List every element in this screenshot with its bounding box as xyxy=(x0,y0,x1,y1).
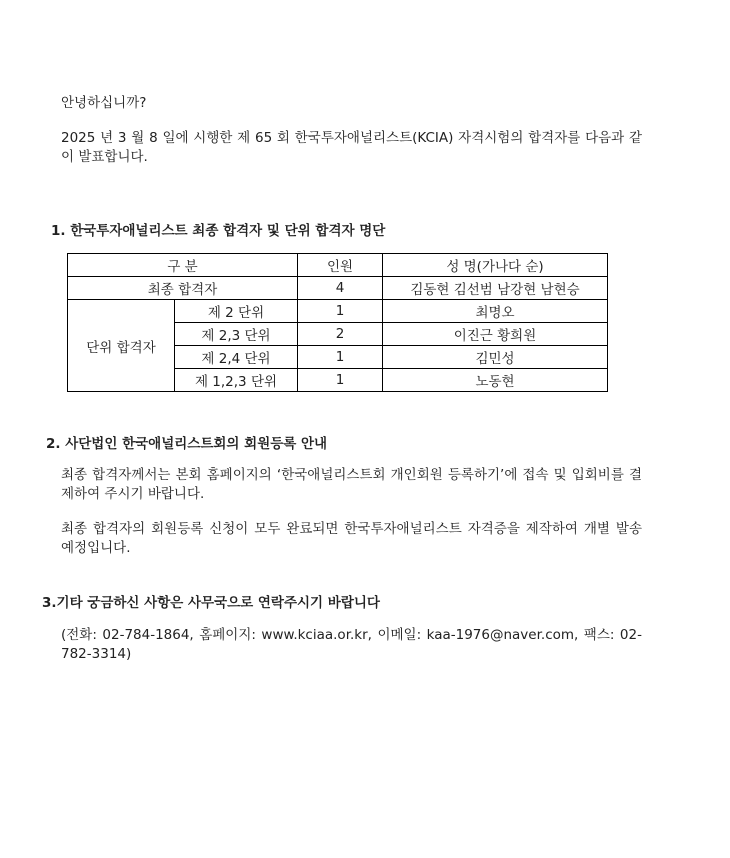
unit-names: 최명오 xyxy=(383,300,608,323)
unit-name: 제 1,2,3 단위 xyxy=(175,369,298,392)
section2-title: 2. 사단법인 한국애널리스트회의 회원등록 안내 xyxy=(46,436,328,452)
header-names: 성 명(가나다 순) xyxy=(383,254,608,277)
unit-count: 2 xyxy=(298,323,383,346)
section2-paragraph-1: 최종 합격자께서는 본회 홈페이지의 ‘한국애널리스트회 개인회원 등록하기’에 접속 및 입회비를 결제하여 주시기 바랍니다. xyxy=(61,467,642,502)
unit-count: 1 xyxy=(298,346,383,369)
final-category: 최종 합격자 xyxy=(68,277,298,300)
final-names: 김동현 김선범 남강현 남현승 xyxy=(383,277,608,300)
table-header-row xyxy=(68,254,608,277)
unit-names: 이진근 황희원 xyxy=(383,323,608,346)
passers-table xyxy=(67,253,608,392)
section3-title: 3.기타 궁금하신 사항은 사무국으로 연락주시기 바랍니다 xyxy=(42,595,380,611)
unit-count: 1 xyxy=(298,300,383,323)
header-category: 구 분 xyxy=(68,254,298,277)
unit-names: 노동현 xyxy=(383,369,608,392)
contact-info: (전화: 02-784-1864, 홈페이지: www.kciaa.or.kr, 이메일: kaa-1976@naver.com, 팩스: 02-782-3314) xyxy=(61,627,642,662)
unit-count: 1 xyxy=(298,369,383,392)
unit-name: 제 2,4 단위 xyxy=(175,346,298,369)
table-row-final xyxy=(68,277,608,300)
section2-paragraph-2: 최종 합격자의 회원등록 신청이 모두 완료되면 한국투자애널리스트 자격증을 제작하여 개별 발송 예정입니다. xyxy=(61,521,642,556)
table-row-unit xyxy=(68,300,608,323)
header-count: 인원 xyxy=(298,254,383,277)
intro-paragraph: 2025 년 3 월 8 일에 시행한 제 65 회 한국투자애널리스트(KCIA) 자격시험의 합격자를 다음과 같이 발표합니다. xyxy=(61,130,642,165)
unit-name: 제 2,3 단위 xyxy=(175,323,298,346)
final-count: 4 xyxy=(298,277,383,300)
unit-passers-label: 단위 합격자 xyxy=(68,300,175,392)
section1-title: 1. 한국투자애널리스트 최종 합격자 및 단위 합격자 명단 xyxy=(51,223,386,239)
unit-name: 제 2 단위 xyxy=(175,300,298,323)
unit-names: 김민성 xyxy=(383,346,608,369)
greeting-text: 안녕하십니까? xyxy=(61,95,147,111)
